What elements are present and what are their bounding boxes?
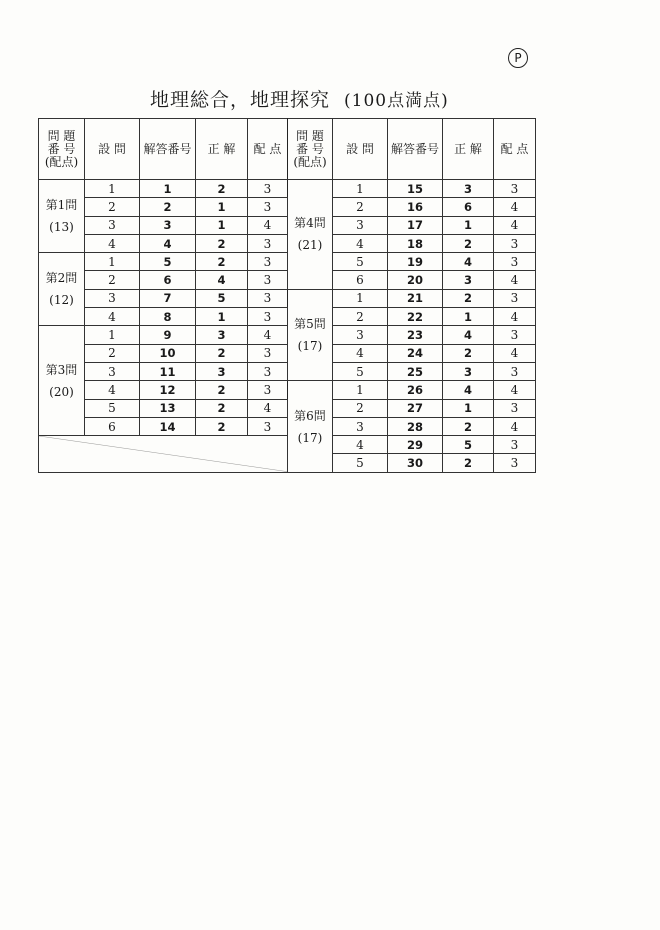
left-question-cell: 1 [85,253,140,271]
subject-title: 地理総合，地理探究 [150,89,331,111]
right-points-cell: 4 [494,216,536,234]
left-question-cell: 4 [85,234,140,252]
group-label: 第3問 [45,362,78,377]
header-group-line-3: (配点) [293,154,327,169]
header-question-right: 設 問 [333,119,388,180]
right-question-cell: 4 [333,344,388,362]
left-question-cell: 6 [85,417,140,435]
right-question-cell: 5 [333,362,388,380]
right-correct-answer-cell: 2 [443,454,494,472]
left-question-cell: 3 [85,216,140,234]
header-answer-no-left: 解答番号 [140,119,196,180]
left-answer-number-cell: 13 [140,399,196,417]
right-answer-number-cell: 16 [388,198,443,216]
left-points-cell: 3 [248,180,288,198]
right-question-cell: 1 [333,180,388,198]
group-label: 第2問 [45,271,78,286]
right-points-cell: 4 [494,344,536,362]
table-row [39,180,536,198]
left-question-cell: 3 [85,289,140,307]
group-label: 第4問 [294,216,326,231]
left-group-cell [39,326,85,436]
right-points-cell: 3 [494,289,536,307]
right-answer-number-cell: 19 [388,253,443,271]
right-points-cell: 3 [494,326,536,344]
table-row [39,216,536,234]
left-answer-number-cell: 4 [140,234,196,252]
group-label: 第1問 [45,198,78,213]
left-answer-number-cell: 11 [140,362,196,380]
left-question-cell: 1 [85,326,140,344]
left-points-cell: 3 [248,253,288,271]
left-answer-number-cell: 14 [140,417,196,435]
left-answer-number-cell: 9 [140,326,196,344]
table-row [39,436,536,454]
table-row [39,399,536,417]
left-points-cell: 4 [248,216,288,234]
left-answer-number-cell: 3 [140,216,196,234]
header-group-line-3: (配点) [44,154,79,169]
right-points-cell: 4 [494,271,536,289]
header-question-left: 設 問 [85,119,140,180]
right-answer-number-cell: 27 [388,399,443,417]
left-correct-answer-cell: 5 [196,289,248,307]
left-question-cell: 2 [85,344,140,362]
header-correct-right: 正 解 [443,119,494,180]
group-label: 第6問 [294,408,326,423]
right-question-cell: 4 [333,436,388,454]
right-group-cell [288,381,333,472]
left-question-cell: 1 [85,180,140,198]
left-correct-answer-cell: 1 [196,216,248,234]
right-answer-number-cell: 26 [388,381,443,399]
left-answer-number-cell: 1 [140,180,196,198]
left-points-cell: 3 [248,234,288,252]
left-correct-answer-cell: 1 [196,198,248,216]
right-points-cell: 3 [494,234,536,252]
table-row [39,417,536,435]
circled-p-mark: P [508,48,528,68]
right-correct-answer-cell: 4 [443,253,494,271]
group-points: (17) [297,430,323,445]
left-correct-answer-cell: 2 [196,180,248,198]
right-correct-answer-cell: 3 [443,362,494,380]
right-answer-number-cell: 28 [388,417,443,435]
header-group-line-2: 番 号 [47,141,76,156]
table-row [39,198,536,216]
right-question-cell: 5 [333,253,388,271]
left-correct-answer-cell: 2 [196,234,248,252]
right-points-cell: 4 [494,308,536,326]
right-correct-answer-cell: 3 [443,271,494,289]
header-group-line-1: 問 題 [47,128,76,143]
right-points-cell: 3 [494,180,536,198]
right-points-cell: 3 [494,399,536,417]
group-points: (13) [49,220,74,235]
table-row [39,362,536,380]
right-question-cell: 3 [333,417,388,435]
table-row [39,326,536,344]
right-correct-answer-cell: 2 [443,417,494,435]
right-answer-number-cell: 20 [388,271,443,289]
right-question-cell: 5 [333,454,388,472]
header-points-left: 配 点 [248,119,288,180]
table-row [39,253,536,271]
left-answer-number-cell: 8 [140,308,196,326]
right-correct-answer-cell: 1 [443,399,494,417]
right-answer-number-cell: 21 [388,289,443,307]
right-points-cell: 3 [494,436,536,454]
right-points-cell: 4 [494,198,536,216]
left-question-cell: 2 [85,198,140,216]
left-points-cell: 3 [248,381,288,399]
left-correct-answer-cell: 2 [196,399,248,417]
left-correct-answer-cell: 3 [196,362,248,380]
answer-table-body [39,180,536,473]
answer-key-table [38,118,536,473]
right-answer-number-cell: 25 [388,362,443,380]
left-points-cell: 3 [248,362,288,380]
right-group-cell [288,289,333,380]
left-question-cell: 3 [85,362,140,380]
group-points: (17) [297,339,323,354]
right-question-cell: 2 [333,399,388,417]
left-points-cell: 3 [248,417,288,435]
left-answer-number-cell: 12 [140,381,196,399]
group-points: (12) [49,293,74,308]
group-points: (20) [49,384,74,399]
left-correct-answer-cell: 3 [196,326,248,344]
left-question-cell: 4 [85,308,140,326]
diagonal-line [39,436,287,472]
right-points-cell: 3 [494,454,536,472]
left-points-cell: 3 [248,308,288,326]
table-row [39,381,536,399]
right-correct-answer-cell: 5 [443,436,494,454]
header-group-line-1: 問 題 [296,128,324,143]
table-row [39,289,536,307]
group-points: (21) [297,238,323,253]
right-question-cell: 1 [333,289,388,307]
left-question-cell: 5 [85,399,140,417]
left-group-cell [39,180,85,253]
right-answer-number-cell: 30 [388,454,443,472]
right-question-cell: 2 [333,308,388,326]
right-correct-answer-cell: 4 [443,381,494,399]
left-points-cell: 4 [248,326,288,344]
header-answer-no-right: 解答番号 [388,119,443,180]
right-correct-answer-cell: 1 [443,308,494,326]
left-points-cell: 3 [248,198,288,216]
right-answer-number-cell: 18 [388,234,443,252]
left-answer-number-cell: 7 [140,289,196,307]
right-correct-answer-cell: 4 [443,326,494,344]
right-group-cell [288,180,333,290]
header-group-right [288,119,333,180]
right-points-cell: 4 [494,381,536,399]
right-points-cell: 4 [494,417,536,435]
header-group-line-2: 番 号 [296,141,324,156]
right-answer-number-cell: 17 [388,216,443,234]
right-question-cell: 3 [333,326,388,344]
left-answer-number-cell: 6 [140,271,196,289]
header-correct-left: 正 解 [196,119,248,180]
right-correct-answer-cell: 2 [443,344,494,362]
left-points-cell: 4 [248,399,288,417]
header-group-left [39,119,85,180]
table-row [39,344,536,362]
right-answer-number-cell: 23 [388,326,443,344]
page-title [150,85,449,112]
unused-diagonal-cell [39,436,288,473]
right-question-cell: 4 [333,234,388,252]
left-points-cell: 3 [248,289,288,307]
left-points-cell: 3 [248,271,288,289]
right-answer-number-cell: 29 [388,436,443,454]
right-correct-answer-cell: 1 [443,216,494,234]
right-answer-number-cell: 24 [388,344,443,362]
right-correct-answer-cell: 6 [443,198,494,216]
left-correct-answer-cell: 1 [196,308,248,326]
left-correct-answer-cell: 2 [196,344,248,362]
left-correct-answer-cell: 4 [196,271,248,289]
header-points-right: 配 点 [494,119,536,180]
right-answer-number-cell: 22 [388,308,443,326]
right-question-cell: 2 [333,198,388,216]
left-answer-number-cell: 10 [140,344,196,362]
left-answer-number-cell: 2 [140,198,196,216]
right-answer-number-cell: 15 [388,180,443,198]
table-row [39,271,536,289]
left-question-cell: 4 [85,381,140,399]
right-correct-answer-cell: 3 [443,180,494,198]
score-note: (100点満点) [344,91,449,111]
right-correct-answer-cell: 2 [443,289,494,307]
right-question-cell: 1 [333,381,388,399]
left-correct-answer-cell: 2 [196,417,248,435]
left-points-cell: 3 [248,344,288,362]
left-question-cell: 2 [85,271,140,289]
table-row [39,308,536,326]
left-answer-number-cell: 5 [140,253,196,271]
right-points-cell: 3 [494,253,536,271]
group-label: 第5問 [294,317,326,332]
right-question-cell: 6 [333,271,388,289]
header-row [39,119,536,180]
right-points-cell: 3 [494,362,536,380]
right-correct-answer-cell: 2 [443,234,494,252]
left-correct-answer-cell: 2 [196,381,248,399]
table-row [39,234,536,252]
left-correct-answer-cell: 2 [196,253,248,271]
right-question-cell: 3 [333,216,388,234]
left-group-cell [39,253,85,326]
